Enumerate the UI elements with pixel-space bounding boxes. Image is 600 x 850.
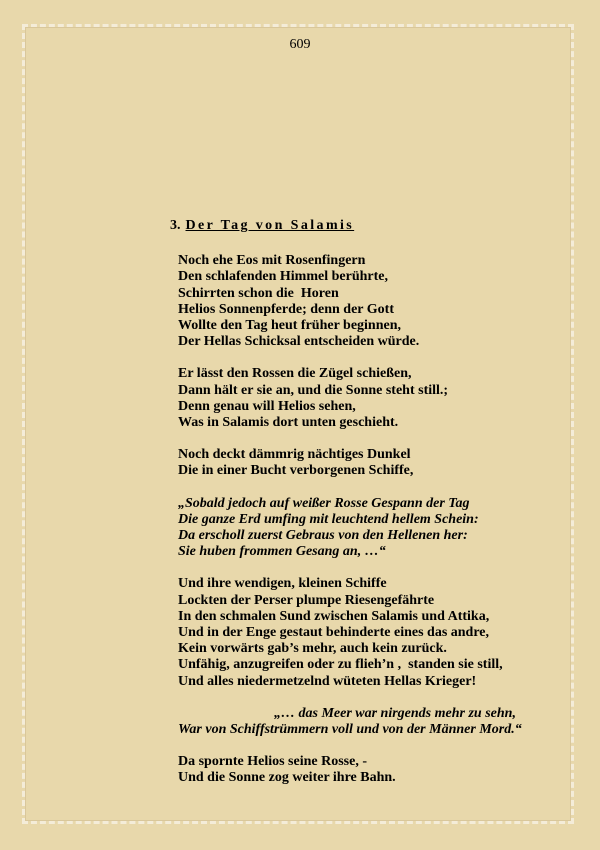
poem-line: Und ihre wendigen, kleinen Schiffe (178, 576, 387, 592)
poem-line: Was in Salamis dort unten geschieht. (178, 415, 399, 431)
poem-line: Da spornte Helios seine Rosse, - (178, 754, 367, 770)
poem-line: Denn genau will Helios sehen, (178, 398, 356, 414)
poem-line: Lockten der Perser plumpe Riesengefährte (178, 592, 435, 608)
stanza-quote (178, 706, 570, 738)
stanza (178, 366, 570, 431)
poem-line: „… das Meer war nirgends mehr zu sehn, (274, 705, 516, 721)
poem-line: Unfähig, anzugreifen oder zu flieh’n , standen sie still, (178, 657, 503, 673)
poem-line: Die ganze Erd umfing mit leuchtend hellem Schein: (178, 511, 479, 527)
poem-line: Der Hellas Schicksal entscheiden würde. (178, 334, 420, 350)
poem-title (170, 218, 570, 234)
poem-line: Und in der Enge gestaut behinderte eines das andre, (178, 625, 490, 641)
poem-line: Und die Sonne zog weiter ihre Bahn. (178, 770, 396, 786)
poem-line: Noch deckt dämmrig nächtiges Dunkel (178, 447, 411, 463)
poem-line: Wollte den Tag heut früher beginnen, (178, 318, 402, 334)
poem-title-text: Der Tag von Salamis (185, 218, 355, 233)
poem-line: Dann hält er sie an, und die Sonne steht still.; (178, 382, 449, 398)
poem-line: War von Schiffstrümmern voll und von der Männer Mord.“ (178, 722, 522, 738)
poem-line: Sie huben frommen Gesang an, …“ (178, 544, 386, 560)
poem-line: Da erscholl zuerst Gebraus von den Hellenen her: (178, 528, 468, 544)
stanza (178, 253, 570, 350)
poem-line: „Sobald jedoch auf weißer Rosse Gespann der Tag (178, 495, 470, 511)
poem-number: 3. (170, 218, 181, 233)
poem-line: Und alles niedermetzelnd wüteten Hellas Krieger! (178, 673, 477, 689)
page-number: 609 (289, 37, 311, 52)
poem-line: Die in einer Bucht verborgenen Schiffe, (178, 463, 414, 479)
stanza (178, 576, 570, 689)
poem-line: Noch ehe Eos mit Rosenfingern (178, 253, 366, 269)
poem-line: Helios Sonnenpferde; denn der Gott (178, 301, 394, 317)
stanza-quote (178, 496, 570, 561)
poem-line: In den schmalen Sund zwischen Salamis und Attika, (178, 608, 490, 624)
stanza (178, 754, 570, 786)
poem-line: Schirrten schon die Horen (178, 285, 339, 301)
poem-line: Kein vorwärts gab’s mehr, auch kein zurück. (178, 641, 447, 657)
poem-line: Den schlafenden Himmel berührte, (178, 269, 388, 285)
poem-line: Er lässt den Rossen die Zügel schießen, (178, 366, 412, 382)
poem (170, 218, 570, 803)
stanza (178, 447, 570, 479)
